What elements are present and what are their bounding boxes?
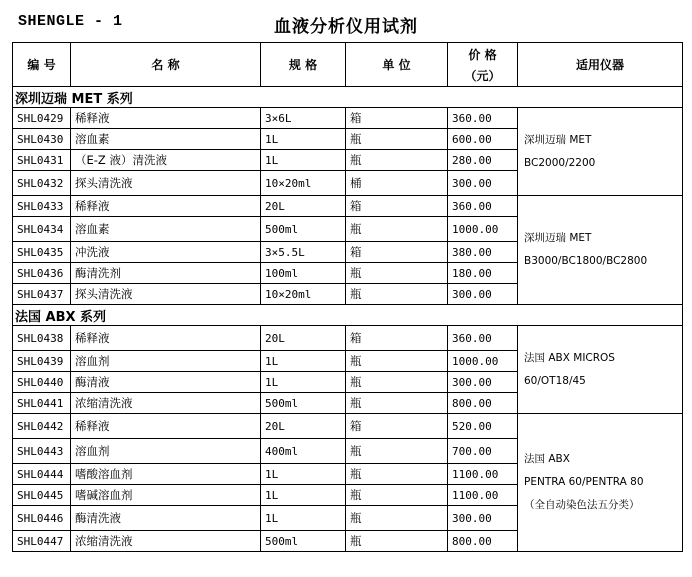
column-header-unit: 单 位 xyxy=(346,43,448,87)
cell-instrument xyxy=(518,196,683,305)
instrument-line: 深圳迈瑞 MET xyxy=(524,232,592,244)
cell-unit: 箱 xyxy=(346,196,448,217)
cell-unit: 箱 xyxy=(346,242,448,263)
table-header-row xyxy=(13,43,683,87)
document-code: SHENGLE - 1 xyxy=(18,13,123,30)
cell-unit: 瓶 xyxy=(346,531,448,552)
cell-code: SHL0441 xyxy=(13,393,71,414)
cell-name: 溶血剂 xyxy=(71,351,261,372)
cell-code: SHL0434 xyxy=(13,217,71,242)
column-header-name: 名 称 xyxy=(71,43,261,87)
cell-unit: 箱 xyxy=(346,326,448,351)
cell-code: SHL0442 xyxy=(13,414,71,439)
cell-unit: 箱 xyxy=(346,414,448,439)
cell-name: 酶清洗液 xyxy=(71,506,261,531)
table-row xyxy=(13,108,683,129)
cell-unit: 瓶 xyxy=(346,129,448,150)
cell-name: 稀释液 xyxy=(71,196,261,217)
cell-name: 冲洗液 xyxy=(71,242,261,263)
cell-unit: 瓶 xyxy=(346,439,448,464)
cell-spec: 20L xyxy=(261,414,346,439)
cell-code: SHL0429 xyxy=(13,108,71,129)
instrument-line: BC2000/2200 xyxy=(524,156,596,169)
cell-unit: 桶 xyxy=(346,171,448,196)
cell-code: SHL0443 xyxy=(13,439,71,464)
cell-code: SHL0440 xyxy=(13,372,71,393)
cell-price: 1000.00 xyxy=(448,351,518,372)
instrument-line: 深圳迈瑞 MET xyxy=(524,133,592,146)
instrument-line: 法国 ABX xyxy=(524,453,570,465)
instrument-line: 法国 ABX MICROS xyxy=(524,351,615,364)
section-row xyxy=(13,87,683,108)
cell-price: 520.00 xyxy=(448,414,518,439)
cell-name: 溶血素 xyxy=(71,129,261,150)
cell-price: 800.00 xyxy=(448,393,518,414)
cell-price: 180.00 xyxy=(448,263,518,284)
cell-code: SHL0437 xyxy=(13,284,71,305)
column-header-price-line1: 价 格 xyxy=(468,47,497,62)
cell-name: 浓缩清洗液 xyxy=(71,531,261,552)
cell-name: 稀释液 xyxy=(71,108,261,129)
cell-unit: 箱 xyxy=(346,108,448,129)
cell-name: 酶清洗剂 xyxy=(71,263,261,284)
cell-spec: 20L xyxy=(261,196,346,217)
cell-unit: 瓶 xyxy=(346,263,448,284)
cell-code: SHL0432 xyxy=(13,171,71,196)
cell-code: SHL0438 xyxy=(13,326,71,351)
table-row xyxy=(13,196,683,217)
cell-unit: 瓶 xyxy=(346,464,448,485)
column-header-code: 编 号 xyxy=(13,43,71,87)
instrument-line: 60/OT18/45 xyxy=(524,374,586,387)
cell-price: 360.00 xyxy=(448,196,518,217)
table-row xyxy=(13,414,683,439)
cell-spec: 400ml xyxy=(261,439,346,464)
cell-unit: 瓶 xyxy=(346,393,448,414)
cell-spec: 1L xyxy=(261,506,346,531)
cell-price: 700.00 xyxy=(448,439,518,464)
cell-unit: 瓶 xyxy=(346,284,448,305)
cell-code: SHL0444 xyxy=(13,464,71,485)
cell-unit: 瓶 xyxy=(346,217,448,242)
cell-price: 300.00 xyxy=(448,171,518,196)
cell-price: 360.00 xyxy=(448,326,518,351)
cell-code: SHL0436 xyxy=(13,263,71,284)
cell-price: 380.00 xyxy=(448,242,518,263)
cell-unit: 瓶 xyxy=(346,150,448,171)
cell-name: 稀释液 xyxy=(71,414,261,439)
cell-name: 浓缩清洗液 xyxy=(71,393,261,414)
cell-price: 1100.00 xyxy=(448,485,518,506)
cell-spec: 1L xyxy=(261,129,346,150)
cell-code: SHL0439 xyxy=(13,351,71,372)
column-header-instrument: 适用仪器 xyxy=(518,43,683,87)
section-title: 法国 ABX 系列 xyxy=(13,305,683,326)
cell-spec: 10×20ml xyxy=(261,171,346,196)
cell-spec: 10×20ml xyxy=(261,284,346,305)
cell-code: SHL0447 xyxy=(13,531,71,552)
section-title: 深圳迈瑞 MET 系列 xyxy=(13,87,683,108)
cell-spec: 1L xyxy=(261,485,346,506)
instrument-line: （全自动染色法五分类） xyxy=(524,499,640,511)
document-header xyxy=(0,0,692,42)
cell-instrument xyxy=(518,108,683,196)
cell-spec: 3×6L xyxy=(261,108,346,129)
cell-price: 800.00 xyxy=(448,531,518,552)
table-row xyxy=(13,326,683,351)
cell-code: SHL0435 xyxy=(13,242,71,263)
cell-name: 嗜碱溶血剂 xyxy=(71,485,261,506)
instrument-line: PENTRA 60/PENTRA 80 xyxy=(524,476,644,488)
cell-unit: 瓶 xyxy=(346,351,448,372)
cell-spec: 500ml xyxy=(261,531,346,552)
cell-name: 探头清洗液 xyxy=(71,284,261,305)
column-header-price xyxy=(448,43,518,87)
cell-price: 600.00 xyxy=(448,129,518,150)
cell-spec: 1L xyxy=(261,150,346,171)
cell-unit: 瓶 xyxy=(346,485,448,506)
cell-name: 溶血素 xyxy=(71,217,261,242)
cell-price: 280.00 xyxy=(448,150,518,171)
cell-spec: 1L xyxy=(261,372,346,393)
price-table xyxy=(12,42,683,552)
cell-code: SHL0445 xyxy=(13,485,71,506)
cell-price: 360.00 xyxy=(448,108,518,129)
cell-spec: 100ml xyxy=(261,263,346,284)
cell-spec: 1L xyxy=(261,351,346,372)
cell-spec: 3×5.5L xyxy=(261,242,346,263)
cell-instrument xyxy=(518,414,683,552)
cell-code: SHL0433 xyxy=(13,196,71,217)
cell-name: （E-Z 液）清洗液 xyxy=(71,150,261,171)
cell-name: 酶清液 xyxy=(71,372,261,393)
column-header-price-line2: （元） xyxy=(464,68,501,83)
cell-spec: 500ml xyxy=(261,393,346,414)
column-header-spec: 规 格 xyxy=(261,43,346,87)
cell-price: 1100.00 xyxy=(448,464,518,485)
cell-name: 嗜酸溶血剂 xyxy=(71,464,261,485)
page-title: 血液分析仪用试剂 xyxy=(274,17,418,37)
instrument-line: B3000/BC1800/BC2800 xyxy=(524,255,648,267)
cell-code: SHL0431 xyxy=(13,150,71,171)
cell-name: 溶血剂 xyxy=(71,439,261,464)
cell-instrument xyxy=(518,326,683,414)
cell-price: 300.00 xyxy=(448,284,518,305)
cell-price: 300.00 xyxy=(448,506,518,531)
cell-spec: 500ml xyxy=(261,217,346,242)
cell-code: SHL0430 xyxy=(13,129,71,150)
cell-price: 1000.00 xyxy=(448,217,518,242)
cell-price: 300.00 xyxy=(448,372,518,393)
cell-spec: 1L xyxy=(261,464,346,485)
cell-name: 探头清洗液 xyxy=(71,171,261,196)
cell-unit: 瓶 xyxy=(346,506,448,531)
cell-spec: 20L xyxy=(261,326,346,351)
cell-code: SHL0446 xyxy=(13,506,71,531)
cell-name: 稀释液 xyxy=(71,326,261,351)
section-row xyxy=(13,305,683,326)
cell-unit: 瓶 xyxy=(346,372,448,393)
